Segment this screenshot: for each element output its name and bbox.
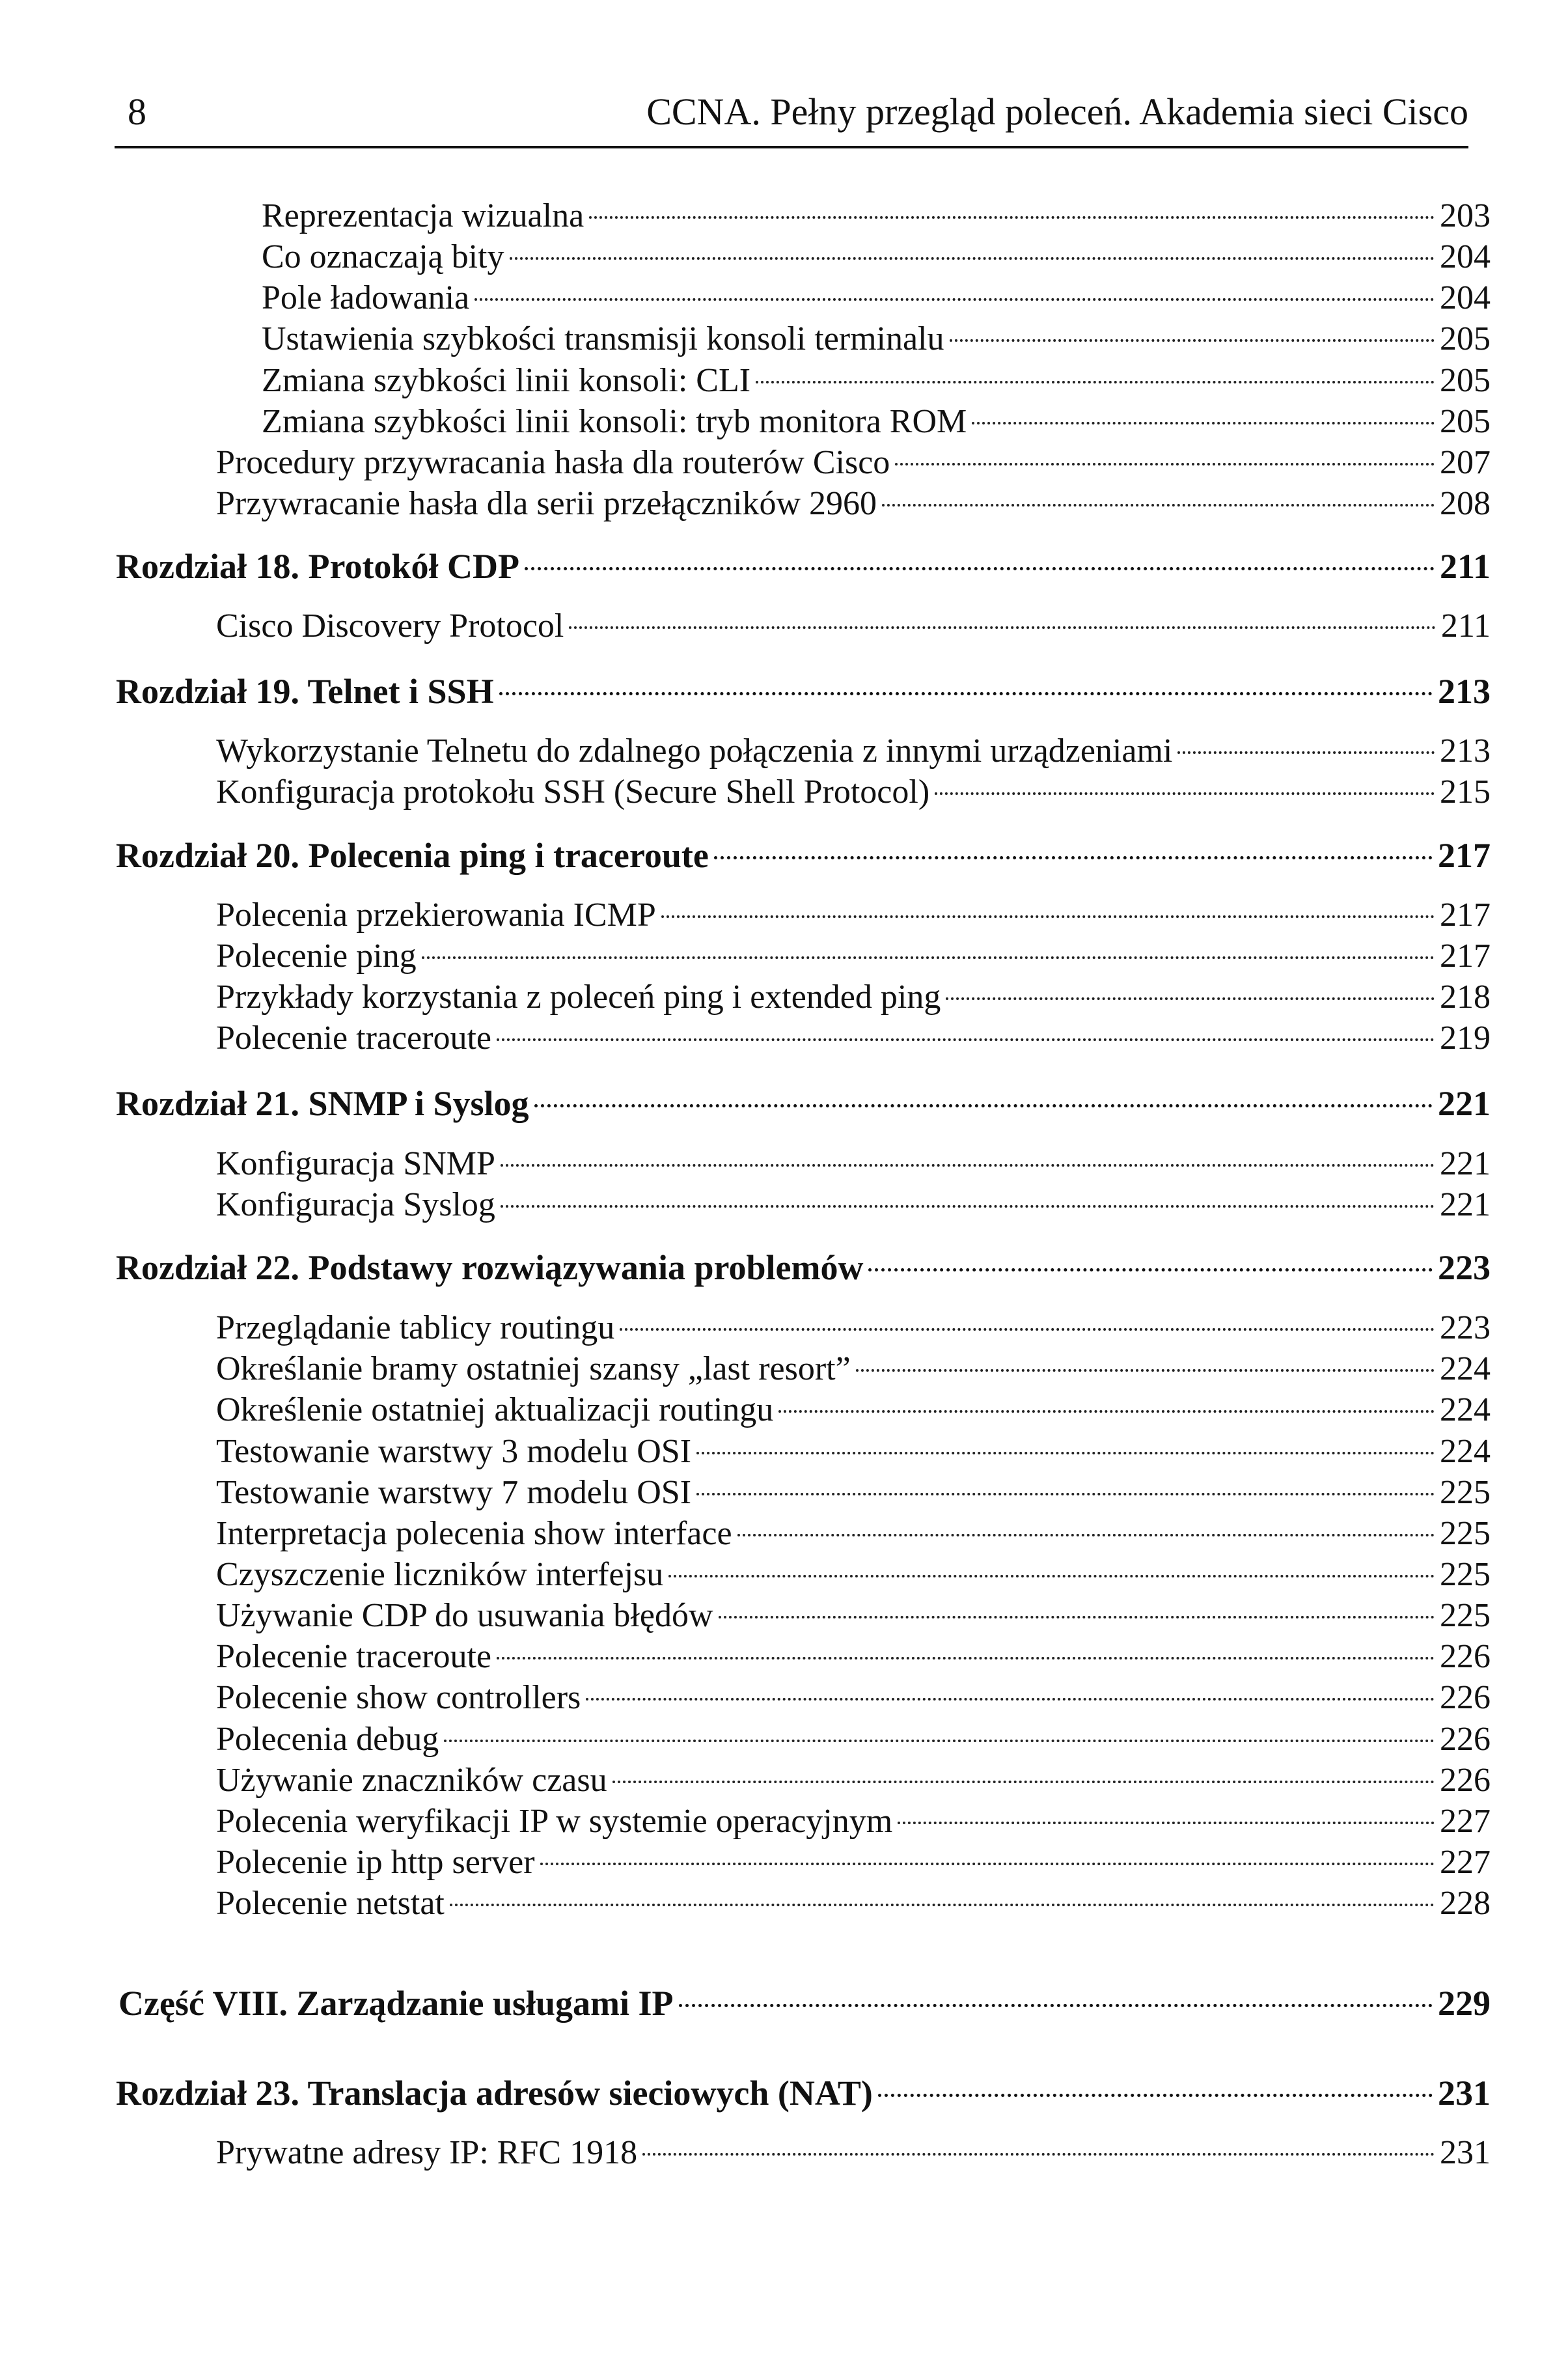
dot-leader — [868, 1268, 1433, 1271]
toc-chapter-entry — [116, 1247, 1491, 1288]
dot-leader — [972, 422, 1435, 424]
toc-entry — [216, 895, 1491, 936]
dot-leader — [696, 1452, 1435, 1454]
dot-leader — [444, 1740, 1435, 1742]
dot-leader — [878, 2094, 1433, 2097]
toc-entry-title: Rozdział 20. Polecenia ping i traceroute — [116, 836, 709, 875]
toc-entry-title: Cisco Discovery Protocol — [216, 607, 564, 645]
dot-leader — [497, 1657, 1435, 1659]
toc-entry-title: Polecenie ip http server — [216, 1844, 535, 1881]
toc-chapter-entry — [118, 1982, 1491, 2024]
toc-entry-page: 217 — [1440, 896, 1491, 934]
dot-leader — [642, 2153, 1435, 2156]
toc-entry-page: 204 — [1440, 238, 1491, 275]
dot-leader — [719, 1616, 1435, 1618]
toc-entry-page: 226 — [1440, 1638, 1491, 1675]
toc-entry-title: Testowanie warstwy 3 modelu OSI — [216, 1433, 692, 1470]
toc-entry — [216, 442, 1491, 484]
dot-leader — [501, 1205, 1435, 1208]
toc-entry-title: Polecenia przekierowania ICMP — [216, 896, 656, 934]
toc-entry-title: Przywracanie hasła dla serii przełączników 2960 — [216, 485, 877, 522]
dot-leader — [499, 692, 1433, 695]
toc-entry — [216, 1513, 1491, 1555]
toc-entry — [216, 1389, 1491, 1431]
toc-entry-title: Rozdział 19. Telnet i SSH — [116, 672, 494, 711]
page-number: 8 — [128, 90, 146, 133]
toc-entry-page: 226 — [1440, 1679, 1491, 1716]
toc-entry-title: Co oznaczają bity — [262, 238, 504, 275]
toc-entry — [216, 1307, 1491, 1349]
toc-entry-page: 211 — [1440, 607, 1491, 645]
toc-entry-page: 205 — [1440, 403, 1491, 440]
dot-leader — [661, 915, 1435, 918]
toc-entry-title: Polecenie ping — [216, 937, 417, 975]
toc-entry-page: 224 — [1440, 1433, 1491, 1470]
toc-entry — [216, 1760, 1491, 1801]
toc-entry-title: Polecenia weryfikacji IP w systemie operacyjnym — [216, 1803, 893, 1840]
dot-leader — [737, 1534, 1435, 1536]
toc-entry — [216, 1348, 1491, 1390]
toc-entry-page: 227 — [1440, 1803, 1491, 1840]
toc-entry-page: 211 — [1439, 547, 1491, 586]
dot-leader — [882, 504, 1435, 507]
toc-entry-title: Pole ładowania — [262, 279, 470, 316]
toc-entry-title: Określanie bramy ostatniej szansy „last resort” — [216, 1350, 851, 1387]
toc-entry-page: 205 — [1440, 362, 1491, 399]
toc-entry-page: 219 — [1440, 1020, 1491, 1057]
toc-entry — [262, 195, 1491, 237]
toc-entry-page: 207 — [1440, 444, 1491, 481]
dot-leader — [450, 1904, 1435, 1906]
toc-entry-title: Zmiana szybkości linii konsoli: tryb monitora ROM — [262, 403, 967, 440]
toc-entry-title: Polecenie netstat — [216, 1885, 445, 1922]
toc-entry-page: 229 — [1438, 1984, 1491, 2023]
toc-entry-title: Rozdział 23. Translacja adresów sieciowych (NAT) — [116, 2074, 873, 2113]
toc-entry — [262, 360, 1491, 402]
dot-leader — [950, 339, 1435, 342]
toc-entry-title: Używanie znaczników czasu — [216, 1762, 607, 1799]
toc-entry — [216, 771, 1491, 813]
dot-leader — [586, 1698, 1435, 1701]
toc-entry-page: 221 — [1440, 1186, 1491, 1223]
toc-entry — [216, 1018, 1491, 1059]
dot-leader — [620, 1328, 1435, 1331]
dot-leader — [696, 1493, 1435, 1495]
dot-leader — [422, 956, 1435, 959]
toc-entry-page: 231 — [1438, 2074, 1491, 2113]
toc-entry-title: Rozdział 21. SNMP i Syslog — [116, 1084, 529, 1123]
toc-entry-page: 224 — [1440, 1391, 1491, 1428]
toc-entry-title: Interpretacja polecenia show interface — [216, 1515, 732, 1552]
toc-entry-page: 225 — [1440, 1556, 1491, 1593]
toc-entry-title: Prywatne adresy IP: RFC 1918 — [216, 2134, 638, 2171]
toc-chapter-entry — [116, 671, 1491, 712]
dot-leader — [856, 1369, 1435, 1372]
dot-leader — [668, 1575, 1435, 1577]
toc-entry-title: Polecenie show controllers — [216, 1679, 581, 1716]
toc-entry-title: Konfiguracja protokołu SSH (Secure Shell Protocol) — [216, 773, 930, 811]
toc-entry-page: 225 — [1440, 1515, 1491, 1552]
toc-entry — [216, 1842, 1491, 1883]
toc-entry-title: Przykłady korzystania z poleceń ping i extended ping — [216, 979, 941, 1016]
toc-entry-title: Testowanie warstwy 7 modelu OSI — [216, 1474, 692, 1511]
page-header — [115, 83, 1468, 148]
toc-entry — [216, 1883, 1491, 1924]
toc-entry — [216, 1184, 1491, 1226]
toc-entry-title: Konfiguracja Syslog — [216, 1186, 495, 1223]
toc-chapter-entry — [116, 2072, 1491, 2114]
dot-leader — [510, 257, 1435, 260]
toc-entry — [216, 1431, 1491, 1473]
toc-entry-page: 227 — [1440, 1844, 1491, 1881]
toc-entry-title: Zmiana szybkości linii konsoli: CLI — [262, 362, 751, 399]
dot-leader — [569, 626, 1436, 629]
toc-entry-page: 204 — [1440, 279, 1491, 316]
dot-leader — [946, 997, 1435, 1000]
toc-entry-title: Używanie CDP do usuwania błędów — [216, 1597, 713, 1634]
toc-entry-page: 221 — [1438, 1084, 1491, 1123]
toc-entry-page: 217 — [1438, 836, 1491, 875]
toc-entry-page: 224 — [1440, 1350, 1491, 1387]
toc-entry — [216, 730, 1491, 772]
toc-entry — [262, 236, 1491, 278]
toc-entry-page: 218 — [1440, 979, 1491, 1016]
toc-entry-page: 223 — [1440, 1309, 1491, 1346]
toc-entry-page: 213 — [1438, 672, 1491, 711]
dot-leader — [898, 1822, 1435, 1824]
dot-leader — [679, 2004, 1433, 2007]
toc-entry-title: Polecenie traceroute — [216, 1020, 491, 1057]
book-title: CCNA. Pełny przegląd poleceń. Akademia sieci Cisco — [646, 90, 1468, 133]
toc-entry — [216, 1143, 1491, 1185]
dot-leader — [1177, 751, 1435, 754]
toc-chapter-entry — [116, 835, 1491, 876]
toc-entry — [216, 977, 1491, 1018]
dot-leader — [756, 381, 1435, 383]
toc-entry-title: Określenie ostatniej aktualizacji routingu — [216, 1391, 774, 1428]
toc-chapter-entry — [116, 1083, 1491, 1124]
toc-entry-title: Ustawienia szybkości transmisji konsoli terminalu — [262, 320, 944, 357]
dot-leader — [475, 298, 1435, 301]
toc-entry-page: 225 — [1440, 1474, 1491, 1511]
dot-leader — [612, 1781, 1435, 1783]
toc-entry-title: Wykorzystanie Telnetu do zdalnego połączenia z innymi urządzeniami — [216, 732, 1173, 770]
toc-entry-title: Reprezentacja wizualna — [262, 197, 585, 234]
toc-entry — [216, 2132, 1491, 2174]
toc-entry-title: Konfiguracja SNMP — [216, 1145, 495, 1182]
toc-entry — [262, 277, 1491, 319]
toc-entry — [262, 318, 1491, 360]
toc-entry-page: 213 — [1440, 732, 1491, 770]
toc-entry-title: Polecenie traceroute — [216, 1638, 491, 1675]
dot-leader — [714, 856, 1433, 859]
toc-chapter-entry — [116, 546, 1491, 587]
toc-entry-title: Część VIII. Zarządzanie usługami IP — [118, 1984, 674, 2023]
dot-leader — [501, 1164, 1435, 1167]
dot-leader — [540, 1863, 1435, 1865]
toc-entry-page: 228 — [1440, 1885, 1491, 1922]
toc-entry — [216, 1677, 1491, 1719]
toc-entry — [216, 1719, 1491, 1760]
toc-entry-page: 226 — [1440, 1762, 1491, 1799]
toc-entry — [216, 1554, 1491, 1596]
dot-leader — [497, 1038, 1435, 1041]
toc-entry — [216, 1801, 1491, 1842]
toc-entry-title: Czyszczenie liczników interfejsu — [216, 1556, 664, 1593]
toc-entry-title: Polecenia debug — [216, 1721, 439, 1758]
toc-entry — [216, 605, 1491, 647]
dot-leader — [534, 1104, 1433, 1107]
toc-entry — [216, 1595, 1491, 1637]
toc-entry-page: 203 — [1440, 197, 1491, 234]
dot-leader — [778, 1410, 1435, 1413]
dot-leader — [589, 216, 1435, 219]
toc-entry-title: Rozdział 18. Protokół CDP — [116, 547, 519, 586]
toc-entry — [216, 1636, 1491, 1678]
toc-entry-title: Przeglądanie tablicy routingu — [216, 1309, 615, 1346]
toc-entry — [216, 1472, 1491, 1514]
toc-entry — [262, 401, 1491, 443]
toc-entry-page: 217 — [1440, 937, 1491, 975]
toc-entry-page: 231 — [1440, 2134, 1491, 2171]
toc-entry-title: Rozdział 22. Podstawy rozwiązywania problemów — [116, 1248, 864, 1287]
toc-entry-page: 221 — [1440, 1145, 1491, 1182]
dot-leader — [935, 792, 1435, 795]
toc-entry-page: 223 — [1438, 1248, 1491, 1287]
toc-entry — [216, 936, 1491, 977]
dot-leader — [525, 567, 1435, 570]
dot-leader — [895, 463, 1435, 465]
toc-entry-page: 215 — [1440, 773, 1491, 811]
toc-entry-title: Procedury przywracania hasła dla routerów Cisco — [216, 444, 890, 481]
toc-entry-page: 226 — [1440, 1721, 1491, 1758]
toc-entry-page: 205 — [1440, 320, 1491, 357]
toc-entry — [216, 483, 1491, 525]
toc-entry-page: 208 — [1440, 485, 1491, 522]
toc-entry-page: 225 — [1440, 1597, 1491, 1634]
